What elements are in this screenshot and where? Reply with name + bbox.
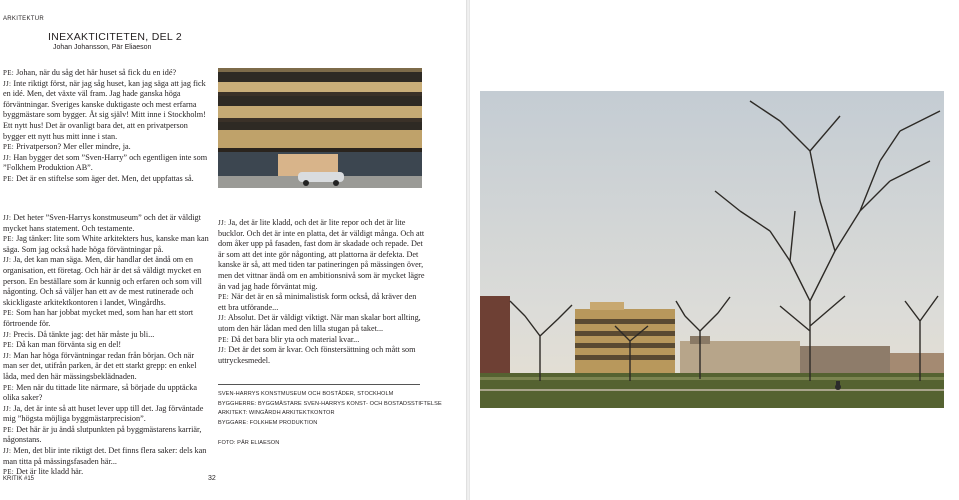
article-title: INEXAKTICITETEN, DEL 2 [48,31,182,43]
line-text: Absolut. Det är väldigt viktigt. När man skalar bort allting, utom den här lådan med den lilla stugan på taket... [218,313,421,333]
paragraph [3,213,209,234]
article-authors: Johan Johansson, Pär Eliaeson [53,44,152,51]
body-column-2 [218,218,425,366]
body-column-1-bottom [3,213,209,478]
paragraph [218,345,425,366]
right-page [470,0,959,500]
section-label: ARKITEKTUR [3,16,45,22]
paragraph [3,404,209,425]
paragraph [3,308,209,329]
paragraph [3,340,209,351]
line-text: Det är lite kladd här. [14,467,84,477]
paragraph [218,313,425,334]
speaker: PE: [3,425,15,434]
paragraph [3,153,209,174]
paragraph [3,351,209,383]
paragraph [3,142,209,153]
line-text: Ja, det kan man säga. Men, där handlar det ändå om en organisation, ett företag. Och här är det så väldigt mycket en person. En beställare som är kunnig och erfaren och som vill någonting. Och så väljer han ett av de mest rutinerade och skickligaste arkitektkontoren i landet, Wingårdhs. [3,255,202,307]
line-text: Ja, det är lite kladd, och det är lite repor och det är lite bucklor. Och det är inte en platta, det är väldigt många. Och att dom åker upp på fasaden, fast dom är skadade och repade. Det är som att det inte gör någonting, att plattorna är defekta. Det kanske är så, att med tiden tar patineringen på mässingen över, men det vittnar ändå om en ambitionsnivå som är mycket lägre än vad jag hade förväntat mig. [218,218,425,291]
building-facade-photo [218,68,422,188]
line-text: Då det bara blir yta och material kvar... [229,334,360,344]
page-number: 32 [208,475,216,482]
line-text: Det är en stiftelse som äger det. Men, det uppfattas så. [14,173,194,183]
park-building-photo [480,91,944,408]
speaker: PE: [3,341,15,350]
paragraph [3,79,209,143]
speaker: JJ: [218,314,227,323]
line-text: Ja, det är inte så att huset lever upp till det. Jag förväntade mig ”högsta möjliga byggmästarprecision”. [3,403,204,424]
park-illustration [480,91,944,408]
speaker: PE: [218,335,230,344]
speaker: PE: [3,174,15,183]
line-text: Han bygger det som ”Sven-Harry” och egentligen inte som ”Folkhem Produktion AB”. [3,152,208,173]
line-text: Inte riktigt först, när jag såg huset, kan jag säga att jag fick en idé. Men, det växte väl fram. Jag hade ganska höga förväntningar. Sveriges kanske duktigaste och mest erfarna byggmästare som bygger. Åt sig själv! Mitt inne i Stockholm! Ett nytt hus! Det är ovanligt bara det, att en privatperson bygger ett nytt hus mitt inne i stan. [3,78,206,141]
paragraph [3,68,209,79]
left-page [0,0,466,500]
line-text: Då kan man förvänta sig en del! [14,340,122,350]
line-text: När det är en så minimalistisk form också, då kräver den ett bra utförande... [218,292,417,312]
line-text: Privatperson? Mer eller mindre, ja. [14,142,131,152]
line-text: Som han har jobbat mycket med, som han har ett stort förtroende för. [3,308,194,328]
photo-caption [218,390,442,448]
line-text: Man har höga förväntningar redan från början. Och när man ser det, utifrån parken, är det ett starkt grepp: en enkel låda, med den här mässingsbeklädnaden. [3,350,197,381]
speaker: JJ: [3,153,12,162]
speaker: PE: [3,143,15,152]
speaker: JJ: [3,214,12,222]
caption-line: FOTO: PÄR ELIAESON [218,439,280,446]
speaker: JJ: [3,447,12,456]
speaker: PE: [3,235,15,244]
speaker: PE: [3,383,15,392]
speaker: PE: [3,468,15,477]
paragraph [218,335,425,346]
caption-line [218,429,433,439]
line-text: Jag tänker: lite som White arkitekters hus, kanske man kan säga. Som jag också hade höga förväntningar på. [3,234,209,254]
line-text: Men när du tittade lite närmare, så började du upptäcka olika saker? [3,382,198,403]
paragraph [3,234,209,255]
speaker: JJ: [3,330,12,339]
line-text: Precis. Då tänkte jag: det här måste ju bli... [11,329,155,339]
speaker: JJ: [218,219,227,227]
paragraph [3,255,209,308]
line-text: Johan, när du såg det här huset så fick du en idé? [14,68,177,77]
paragraph [218,218,425,292]
caption-line: BYGGHERRE: BYGGMÄSTARE SVEN-HARRYS KONST- OCH BOSTADSSTIFTELSE [218,400,442,407]
speaker: PE: [218,293,230,302]
speaker: JJ: [218,346,227,355]
magazine-footer: KRITIK #15 [3,476,35,482]
speaker: PE: [3,69,15,77]
caption-line: SVEN-HARRYS KONSTMUSEUM OCH BOSTÄDER, STOCKHOLM [218,391,394,397]
line-text: Men, det blir inte riktigt det. Det finns flera saker: dels kan man titta på mässingsfasaden här... [3,446,207,466]
body-column-1-top [3,68,209,185]
line-text: Det heter ”Sven-Harrys konstmuseum” och det är väldigt mycket hans statement. Och testamente. [3,213,201,233]
speaker: JJ: [3,79,12,88]
line-text: Det är det som är kvar. Och fönstersättning och mått som uttryckesmedel. [218,345,416,365]
speaker: JJ: [3,256,12,265]
speaker: JJ: [3,404,12,413]
caption-line: BYGGARE: FOLKHEM PRODUKTION [218,420,318,427]
paragraph [3,174,209,185]
speaker: PE: [3,309,15,318]
caption-line: ARKITEKT: WINGÅRDH ARKITEKTKONTOR [218,410,335,417]
facade-illustration [218,68,422,188]
paragraph [3,383,209,404]
line-text: Det här är ju ändå slutpunkten på byggmästarens karriär, någonstans. [3,424,202,445]
paragraph [218,292,425,313]
paragraph [3,330,209,341]
caption-divider [218,384,420,385]
paragraph [3,425,209,446]
speaker: JJ: [3,351,12,360]
paragraph [3,446,209,467]
